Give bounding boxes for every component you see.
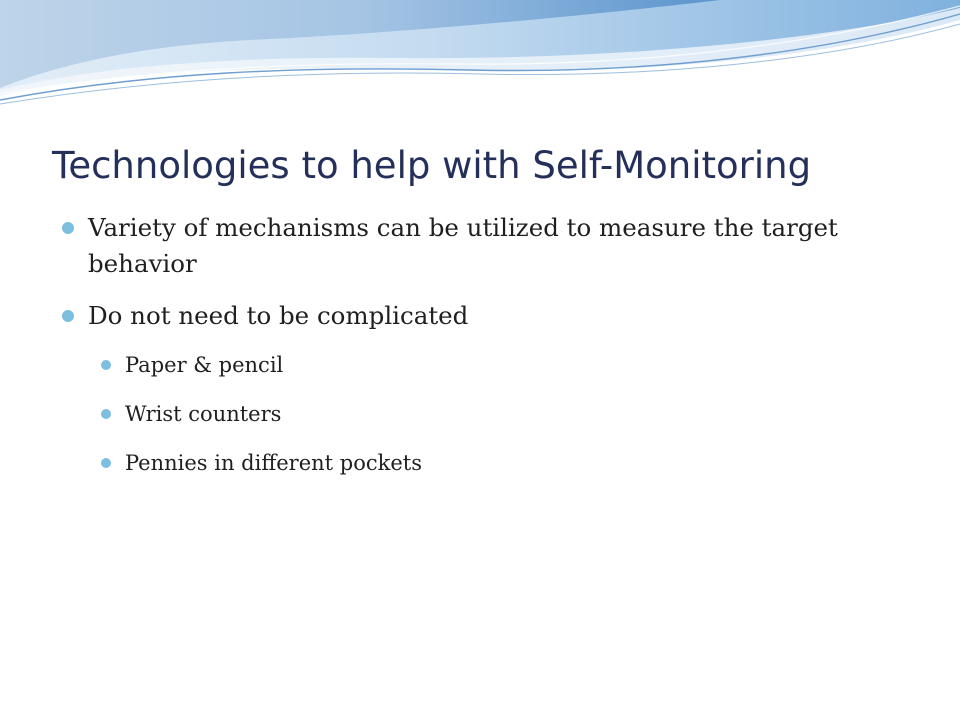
bullet-list <box>62 210 902 497</box>
sub-bullet-text: Pennies in different pockets <box>125 451 423 475</box>
sub-bullet-item <box>101 399 902 429</box>
sub-bullet-dot-icon <box>101 409 111 419</box>
slide-title: Technologies to help with Self-Monitoring <box>52 144 812 187</box>
bullet-dot-icon <box>62 222 74 234</box>
header-wave-decoration <box>0 0 960 120</box>
sub-bullet-group <box>62 350 902 478</box>
sub-bullet-item <box>101 350 902 380</box>
sub-bullet-dot-icon <box>101 360 111 370</box>
bullet-dot-icon <box>62 310 74 322</box>
sub-bullet-dot-icon <box>101 458 111 468</box>
sub-bullet-item <box>101 448 902 478</box>
bullet-item <box>62 298 902 334</box>
sub-bullet-text: Paper & pencil <box>125 353 284 377</box>
bullet-text: Variety of mechanisms can be utilized to measure the target behavior <box>88 213 838 278</box>
bullet-item <box>62 210 902 282</box>
sub-bullet-text: Wrist counters <box>125 402 282 426</box>
bullet-text: Do not need to be complicated <box>88 301 469 330</box>
sub-bullet-list <box>62 350 902 478</box>
